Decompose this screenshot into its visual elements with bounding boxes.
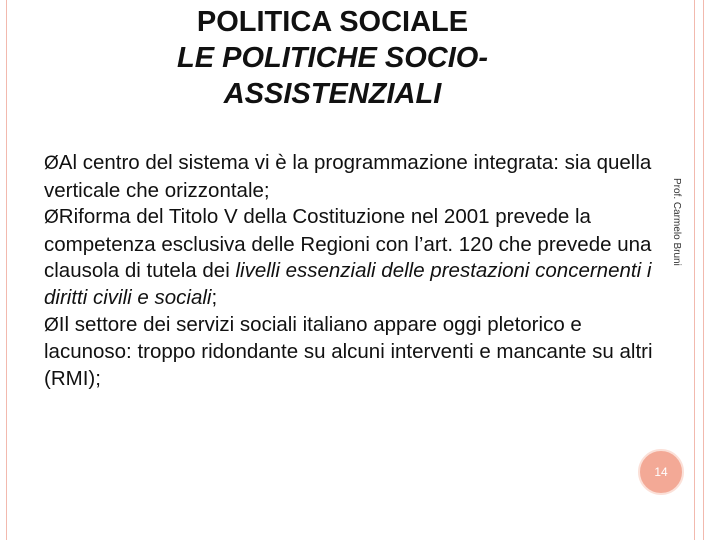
bullet-list	[44, 150, 654, 392]
author-text: Prof. Carmelo Bruni	[671, 178, 682, 266]
decorative-line-right-1	[694, 0, 695, 540]
title-line-2: LE POLITICHE SOCIO-	[177, 42, 488, 74]
bullet-item: ØIl settore dei servizi sociali italiano appare oggi pletorico e lacunoso: troppo ridondante su alcuni interventi e mancante su altri (RMI);	[44, 312, 653, 390]
author-label	[668, 178, 688, 298]
page-number: 14	[654, 465, 668, 479]
slide-title	[110, 4, 555, 112]
decorative-line-right-2	[703, 0, 704, 540]
page-number-badge	[638, 449, 684, 495]
bullet-item: ØRiforma del Titolo V della Costituzione nel 2001 prevede la competenza esclusiva delle Regioni con l’art. 120 che prevede una clausola di tutela dei livelli essenziali delle prestazioni concernenti i diritti civili e sociali;	[44, 205, 652, 309]
title-line-1: POLITICA SOCIALE	[196, 6, 469, 38]
arrow-bullet-icon: Ø	[44, 153, 59, 174]
bullet-item: ØAl centro del sistema vi è la programmazione integrata: sia quella verticale che orizzontale;	[44, 151, 652, 202]
arrow-bullet-icon: Ø	[44, 314, 59, 336]
decorative-line-left	[6, 0, 7, 540]
title-line-3: ASSISTENZIALI	[223, 78, 442, 110]
arrow-bullet-icon: Ø	[44, 207, 59, 229]
